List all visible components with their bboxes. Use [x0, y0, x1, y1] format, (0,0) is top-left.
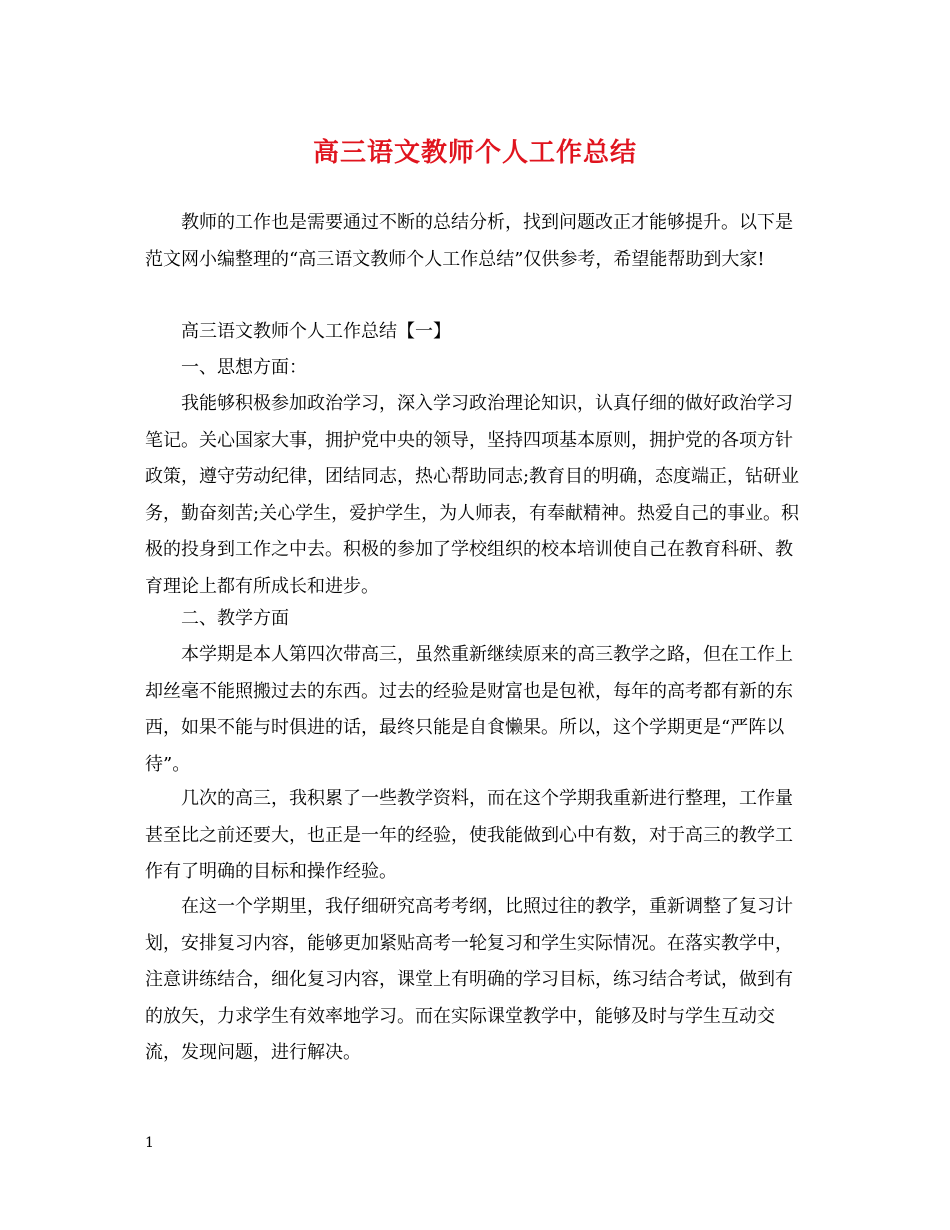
- subheading-ideology: 一、思想方面：: [181, 357, 307, 378]
- section-heading-one: 高三语文教师个人工作总结【一】: [181, 321, 451, 342]
- intro-paragraph: 教师的工作也是需要通过不断的总结分析，找到问题改正才能够提升。以下是范文网小编整理的“高三语文教师个人工作总结”仅供参考，希望能帮助到大家!: [145, 212, 793, 270]
- teaching-paragraph-1: 本学期是本人第四次带高三，虽然重新继续原来的高三教学之路，但在工作上却丝毫不能照搬过去的东西。过去的经验是财富也是包袱，每年的高考都有新的东西，如果不能与时俱进的话，最终只能是自食懒果。所以，这个学期更是“严阵以待”。: [145, 644, 793, 775]
- ideology-paragraph: 我能够积极参加政治学习，深入学习政治理论知识，认真仔细的做好政治学习笔记。关心国家大事，拥护党中央的领导，坚持四项基本原则，拥护党的各项方针政策，遵守劳动纪律，团结同志，热心帮助同志;教育目的明确，态度端正，钻研业务，勤奋刻苦;关心学生，爱护学生，为人师表，有奉献精神。热爱自己的事业。积极的投身到工作之中去。积极的参加了学校组织的校本培训使自己在教育科研、教育理论上都有所成长和进步。: [145, 393, 800, 597]
- teaching-paragraph-3: 在这一个学期里，我仔细研究高考考纲，比照过往的教学，重新调整了复习计划，安排复习内容，能够更加紧贴高考一轮复习和学生实际情况。在落实教学中，注意讲练结合，细化复习内容，课堂上有明确的学习目标，练习结合考试，做到有的放矢，力求学生有效率地学习。而在实际课堂教学中，能够及时与学生互动交流，发现问题，进行解决。: [145, 896, 793, 1063]
- page-number: 1: [145, 1135, 154, 1151]
- teaching-paragraph-2: 几次的高三，我积累了一些教学资料，而在这个学期我重新进行整理，工作量甚至比之前还要大，也正是一年的经验，使我能做到心中有数，对于高三的教学工作有了明确的目标和操作经验。: [145, 788, 793, 882]
- subheading-teaching: 二、教学方面: [181, 608, 289, 629]
- document-title: 高三语文教师个人工作总结: [312, 138, 637, 168]
